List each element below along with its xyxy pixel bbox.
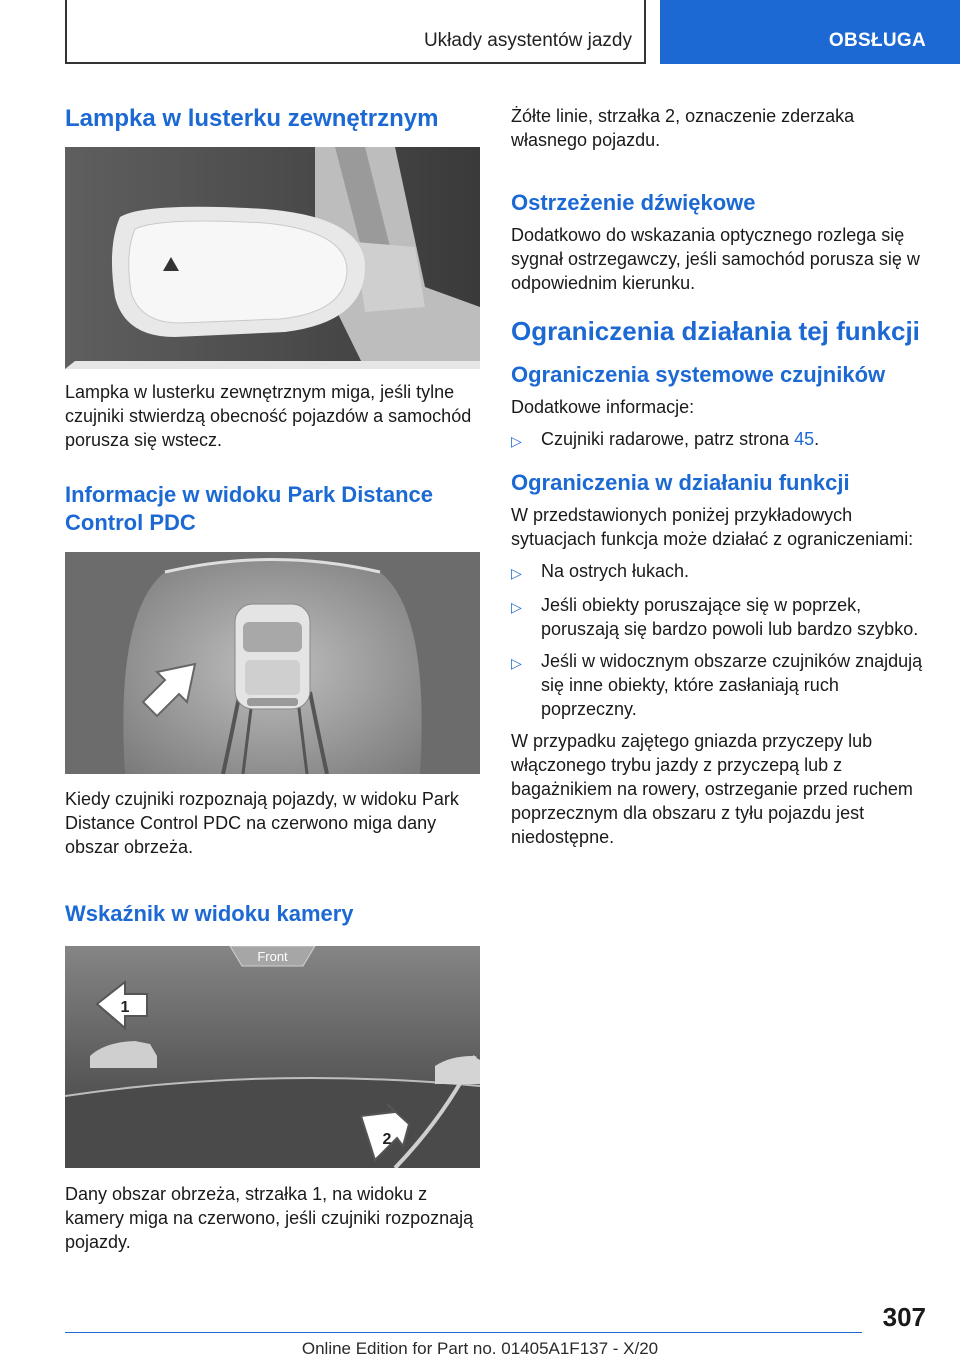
heading-limitations: Ograniczenia działania tej funkcji: [511, 316, 920, 346]
text-additional-info: Dodatkowe informacje:: [511, 397, 695, 417]
chapter-title: Układy asystentów jazdy: [423, 30, 632, 51]
camera-illustration: [65, 946, 480, 1168]
section-label: OBSŁUGA: [828, 30, 926, 51]
text-yellow-lines: Żółte linie, strzałka 2, oznaczenie zderzaka własnego pojazdu.: [511, 106, 855, 150]
triangle-right-icon: ▷: [511, 433, 522, 449]
heading-sensor-limitations: Ograniczenia systemowe czujników: [511, 362, 886, 387]
list-item: ▷ Jeśli w widocznym obszarze czujników znajdują się inne obiekty, które zasłaniają ruch poprzeczny.: [511, 651, 923, 719]
triangle-right-icon: ▷: [511, 565, 522, 581]
list-item: ▷ Na ostrych łukach.: [511, 559, 931, 585]
heading-function-limitations: Ograniczenia w działaniu funkcji: [511, 470, 850, 495]
footer-edition: Online Edition for Part no. 01405A1F137 - X/20: [301, 1339, 659, 1358]
text-audio-warning: Dodatkowo do wskazania optycznego rozlega się sygnał ostrzegawczy, jeśli samochód porusza się w odpowiednim kierunku.: [511, 225, 920, 293]
header-section-tab[interactable]: [660, 0, 960, 64]
camera-front-label: Front: [257, 949, 288, 964]
heading-pdc: Informacje w widoku Park Distance Control PDC: [65, 482, 434, 535]
header-chapter-box: [65, 0, 646, 64]
list-item: ▷ Czujniki radarowe, patrz strona 45.: [511, 427, 931, 453]
text-pdc: Kiedy czujniki rozpoznają pojazdy, w widoku Park Distance Control PDC na czerwono miga dany obszar obrzeża.: [65, 789, 459, 857]
right-column: [511, 104, 931, 849]
heading-camera: Wskaźnik w widoku kamery: [65, 901, 354, 926]
text-trailer-note: W przypadku zajętego gniazda przyczepy lub włączonego trybu jazdy z przyczepą lub z bagażnikiem na rowery, ostrzeganie przed ruchem poprzecznym dla obszaru z tyłu pojazdu jest niedostępne.: [511, 731, 913, 847]
pdc-illustration: [65, 552, 480, 774]
page-link-45[interactable]: 45: [794, 429, 815, 449]
triangle-right-icon: ▷: [511, 655, 522, 671]
list-item: ▷ Jeśli obiekty poruszające się w poprzek, poruszają się bardzo powoli lub bardzo szybko.: [511, 595, 919, 639]
mirror-illustration: [65, 147, 480, 369]
text-function-limitations: W przedstawionych poniżej przykładowych sytuacjach funkcja może działać z ograniczeniami:: [511, 505, 914, 549]
svg-text:1: 1: [120, 999, 130, 1016]
footer-divider: [65, 1332, 862, 1333]
page-number: 307: [882, 1302, 926, 1332]
heading-audio-warning: Ostrzeżenie dźwiękowe: [511, 190, 756, 215]
triangle-right-icon: ▷: [511, 599, 522, 615]
svg-text:2: 2: [382, 1131, 392, 1148]
text-mirror-lamp: Lampka w lusterku zewnętrznym miga, jeśli tylne czujniki stwierdzą obecność pojazdów a samochód porusza się wstecz.: [65, 382, 472, 450]
text-camera: Dany obszar obrzeża, strzałka 1, na widoku z kamery miga na czerwono, jeśli czujniki rozpoznają pojazdy.: [65, 1184, 474, 1252]
left-column: [65, 104, 480, 1254]
heading-mirror-lamp: Lampka w lusterku zewnętrznym: [65, 105, 439, 132]
